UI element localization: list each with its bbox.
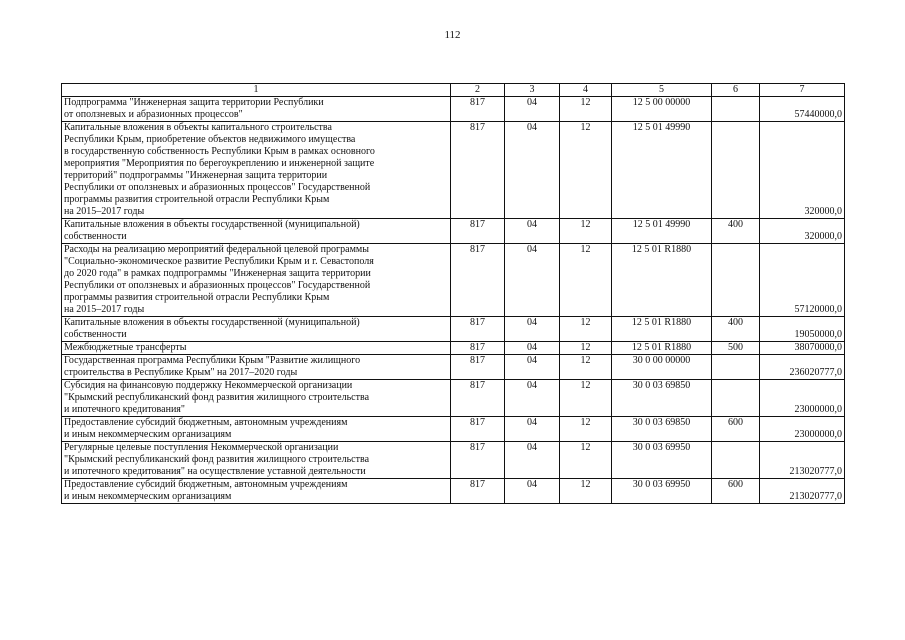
csr-cell: 30 0 03 69950 — [612, 442, 712, 479]
ved-cell: 817 — [451, 442, 505, 479]
rz-cell: 04 — [505, 97, 560, 122]
csr-cell: 12 5 01 R1880 — [612, 244, 712, 317]
row-name-line: и ипотечного кредитования" — [64, 404, 185, 415]
row-name-line: Расходы на реализацию мероприятий федеральной целевой программы — [64, 244, 369, 255]
table-row — [62, 122, 845, 219]
sum-cell: 213020777,0 — [760, 479, 845, 504]
csr-cell: 30 0 03 69850 — [612, 417, 712, 442]
row-name-line: Государственная программа Республики Крым "Развитие жилищного — [64, 355, 361, 366]
pr-cell: 12 — [560, 380, 612, 417]
csr-cell: 12 5 01 R1880 — [612, 317, 712, 342]
vr-cell — [712, 97, 760, 122]
column-header: 5 — [612, 84, 712, 97]
row-name-line: Капитальные вложения в объекты государственной (муниципальной) — [64, 317, 360, 328]
ved-cell: 817 — [451, 380, 505, 417]
row-name-cell — [62, 417, 451, 442]
row-name-line: Субсидия на финансовую поддержку Некоммерческой организации — [64, 380, 353, 391]
rz-cell: 04 — [505, 244, 560, 317]
csr-cell: 30 0 03 69850 — [612, 380, 712, 417]
pr-cell: 12 — [560, 122, 612, 219]
row-name-line: на 2015–2017 годы — [64, 304, 145, 315]
rz-cell: 04 — [505, 417, 560, 442]
ved-cell: 817 — [451, 219, 505, 244]
ved-cell: 817 — [451, 122, 505, 219]
csr-cell: 12 5 00 00000 — [612, 97, 712, 122]
table-row — [62, 97, 845, 122]
column-header: 7 — [760, 84, 845, 97]
vr-cell: 400 — [712, 219, 760, 244]
column-header: 6 — [712, 84, 760, 97]
row-name-line: и иным некоммерческим организациям — [64, 429, 232, 440]
row-name-line: строительства в Республике Крым" на 2017–2020 годы — [64, 367, 298, 378]
rz-cell: 04 — [505, 442, 560, 479]
row-name-cell — [62, 244, 451, 317]
row-name-line: Регулярные целевые поступления Некоммерческой организации — [64, 442, 339, 453]
row-name-line: Капитальные вложения в объекты государственной (муниципальной) — [64, 219, 360, 230]
row-name-line: и иным некоммерческим организациям — [64, 491, 232, 502]
vr-cell — [712, 355, 760, 380]
table-row — [62, 417, 845, 442]
column-header: 1 — [62, 84, 451, 97]
vr-cell — [712, 122, 760, 219]
row-name-cell — [62, 442, 451, 479]
table-row — [62, 479, 845, 504]
row-name-line: до 2020 года" в рамках подпрограммы "Инженерная защита территории — [64, 268, 371, 279]
sum-cell: 57120000,0 — [760, 244, 845, 317]
sum-cell: 23000000,0 — [760, 380, 845, 417]
row-name-line: от оползневых и абразионных процессов" — [64, 109, 243, 120]
row-name-line: "Социально-экономическое развитие Республики Крым и г. Севастополя — [64, 256, 374, 267]
rz-cell: 04 — [505, 380, 560, 417]
row-name-cell — [62, 355, 451, 380]
table-row — [62, 342, 845, 355]
ved-cell: 817 — [451, 479, 505, 504]
pr-cell: 12 — [560, 219, 612, 244]
csr-cell: 30 0 03 69950 — [612, 479, 712, 504]
ved-cell: 817 — [451, 342, 505, 355]
rz-cell: 04 — [505, 355, 560, 380]
rz-cell: 04 — [505, 342, 560, 355]
pr-cell: 12 — [560, 442, 612, 479]
vr-cell: 600 — [712, 417, 760, 442]
row-name-cell — [62, 342, 451, 355]
row-name-line: в государственную собственность Республики Крым в рамках основного — [64, 146, 375, 157]
csr-cell: 12 5 01 49990 — [612, 122, 712, 219]
column-header: 2 — [451, 84, 505, 97]
vr-cell — [712, 244, 760, 317]
row-name-line: Межбюджетные трансферты — [64, 342, 187, 353]
sum-cell: 320000,0 — [760, 219, 845, 244]
row-name-line: Подпрограмма "Инженерная защита территории Республики — [64, 97, 324, 108]
column-header: 4 — [560, 84, 612, 97]
row-name-cell — [62, 219, 451, 244]
pr-cell: 12 — [560, 97, 612, 122]
pr-cell: 12 — [560, 317, 612, 342]
rz-cell: 04 — [505, 219, 560, 244]
pr-cell: 12 — [560, 342, 612, 355]
row-name-line: программы развития строительной отрасли Республики Крым — [64, 194, 330, 205]
sum-cell: 38070000,0 — [760, 342, 845, 355]
row-name-line: Предоставление субсидий бюджетным, автономным учреждениям — [64, 417, 348, 428]
sum-cell: 213020777,0 — [760, 442, 845, 479]
row-name-line: программы развития строительной отрасли Республики Крым — [64, 292, 330, 303]
pr-cell: 12 — [560, 244, 612, 317]
row-name-line: собственности — [64, 329, 127, 340]
sum-cell: 236020777,0 — [760, 355, 845, 380]
row-name-line: и ипотечного кредитования" на осуществление уставной деятельности — [64, 466, 366, 477]
table-row — [62, 380, 845, 417]
table-row — [62, 355, 845, 380]
table-row — [62, 244, 845, 317]
ved-cell: 817 — [451, 417, 505, 442]
vr-cell: 500 — [712, 342, 760, 355]
ved-cell: 817 — [451, 97, 505, 122]
table-row — [62, 442, 845, 479]
sum-cell: 23000000,0 — [760, 417, 845, 442]
row-name-line: "Крымский республиканский фонд развития жилищного строительства — [64, 392, 370, 403]
rz-cell: 04 — [505, 122, 560, 219]
csr-cell: 12 5 01 49990 — [612, 219, 712, 244]
row-name-cell — [62, 97, 451, 122]
row-name-line: "Крымский республиканский фонд развития жилищного строительства — [64, 454, 370, 465]
table-row — [62, 219, 845, 244]
ved-cell: 817 — [451, 355, 505, 380]
row-name-line: Республики от оползневых и абразионных процессов" Государственной — [64, 182, 371, 193]
column-header: 3 — [505, 84, 560, 97]
ved-cell: 817 — [451, 317, 505, 342]
ved-cell: 817 — [451, 244, 505, 317]
rz-cell: 04 — [505, 479, 560, 504]
row-name-line: Республики Крым, приобретение объектов недвижимого имущества — [64, 134, 356, 145]
page-number: 112 — [444, 29, 461, 41]
rz-cell: 04 — [505, 317, 560, 342]
row-name-line: территорий" подпрограммы "Инженерная защита территории — [64, 170, 328, 181]
row-name-cell — [62, 317, 451, 342]
vr-cell — [712, 442, 760, 479]
csr-cell: 30 0 00 00000 — [612, 355, 712, 380]
row-name-cell — [62, 380, 451, 417]
pr-cell: 12 — [560, 355, 612, 380]
row-name-line: на 2015–2017 годы — [64, 206, 145, 217]
csr-cell: 12 5 01 R1880 — [612, 342, 712, 355]
sum-cell: 320000,0 — [760, 122, 845, 219]
row-name-cell — [62, 479, 451, 504]
sum-cell: 19050000,0 — [760, 317, 845, 342]
row-name-line: Капитальные вложения в объекты капитального строительства — [64, 122, 332, 133]
sum-cell: 57440000,0 — [760, 97, 845, 122]
pr-cell: 12 — [560, 479, 612, 504]
vr-cell: 400 — [712, 317, 760, 342]
table-header-row — [62, 84, 845, 97]
row-name-line: мероприятия "Мероприятия по берегоукреплению и инженерной защите — [64, 158, 375, 169]
row-name-line: собственности — [64, 231, 127, 242]
row-name-line: Республики от оползневых и абразионных процессов" Государственной — [64, 280, 371, 291]
budget-table — [61, 83, 845, 504]
table-row — [62, 317, 845, 342]
row-name-cell — [62, 122, 451, 219]
row-name-line: Предоставление субсидий бюджетным, автономным учреждениям — [64, 479, 348, 490]
vr-cell: 600 — [712, 479, 760, 504]
vr-cell — [712, 380, 760, 417]
pr-cell: 12 — [560, 417, 612, 442]
